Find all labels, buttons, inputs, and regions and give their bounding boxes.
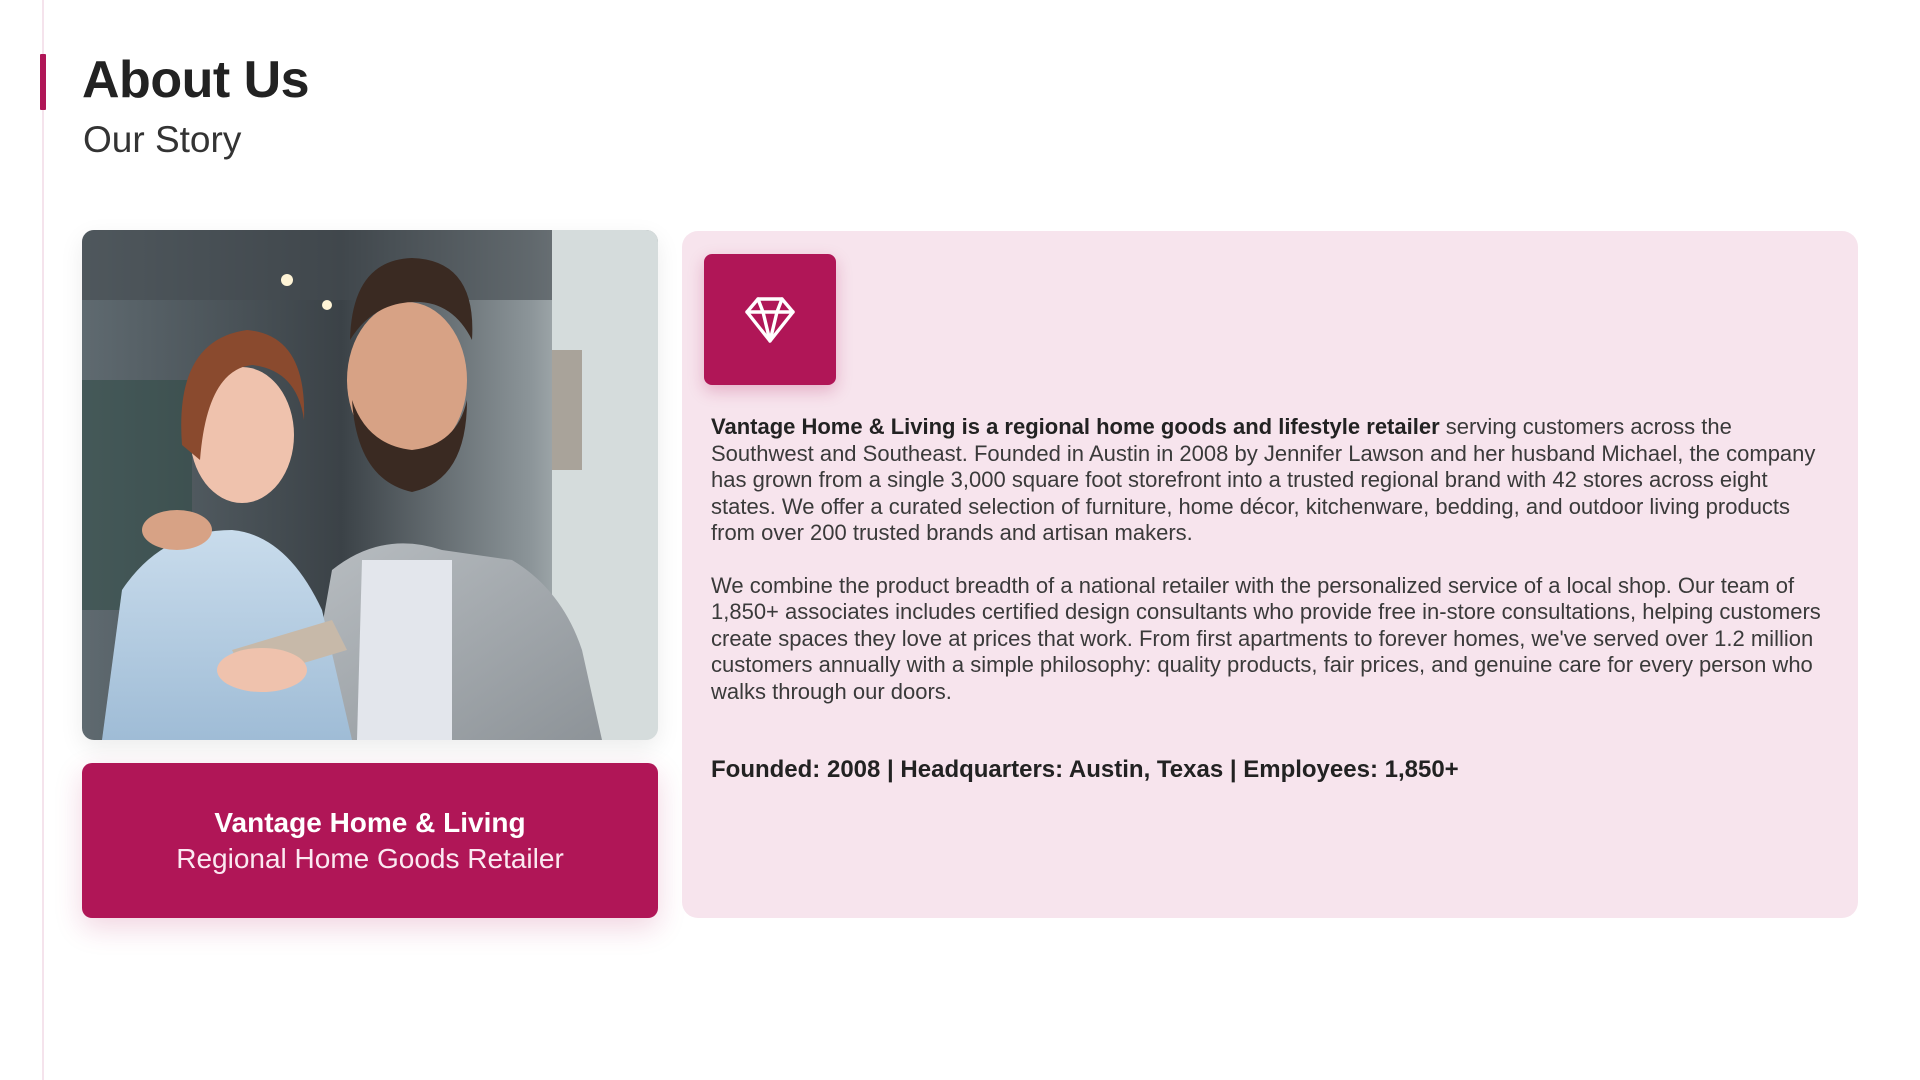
title-accent-bar xyxy=(40,54,46,110)
page-title: About Us xyxy=(82,51,310,109)
couple-photo xyxy=(82,230,658,740)
story-text xyxy=(711,414,1831,705)
company-card xyxy=(82,763,658,918)
story-panel xyxy=(682,231,1858,918)
story-intro-rest: serving customers across the Southwest and Southeast. Founded in Austin in 2008 by Jennifer Lawson and her husband Michael, the company has grown from a single 3,000 square foot storefront into a trusted regional brand with 42 stores across eight states. We offer a curated selection of furniture, home décor, kitchenware, bedding, and outdoor living products from over 200 trusted brands and artisan makers. xyxy=(711,414,1816,545)
company-facts: Founded: 2008 | Headquarters: Austin, Texas | Employees: 1,850+ xyxy=(711,756,1459,783)
company-name: Vantage Home & Living xyxy=(214,806,526,838)
company-tagline: Regional Home Goods Retailer xyxy=(176,842,564,874)
icon-tile xyxy=(704,254,836,385)
left-border-line xyxy=(42,0,44,1080)
page-subtitle: Our Story xyxy=(83,119,242,160)
story-intro-bold: Vantage Home & Living is a regional home goods and lifestyle retailer xyxy=(711,414,1440,439)
story-paragraph-2: We combine the product breadth of a national retailer with the personalized service of a local shop. Our team of 1,850+ associates includes certified design consultants who provide free in-store consultations, helping customers create spaces they love at prices that work. From first apartments to forever homes, we've served over 1.2 million customers annually with a simple philosophy: quality products, fair prices, and genuine care for every person who walks through our doors. xyxy=(711,572,1821,704)
story-paragraph-1 xyxy=(711,414,1831,547)
diamond-icon xyxy=(744,296,796,344)
